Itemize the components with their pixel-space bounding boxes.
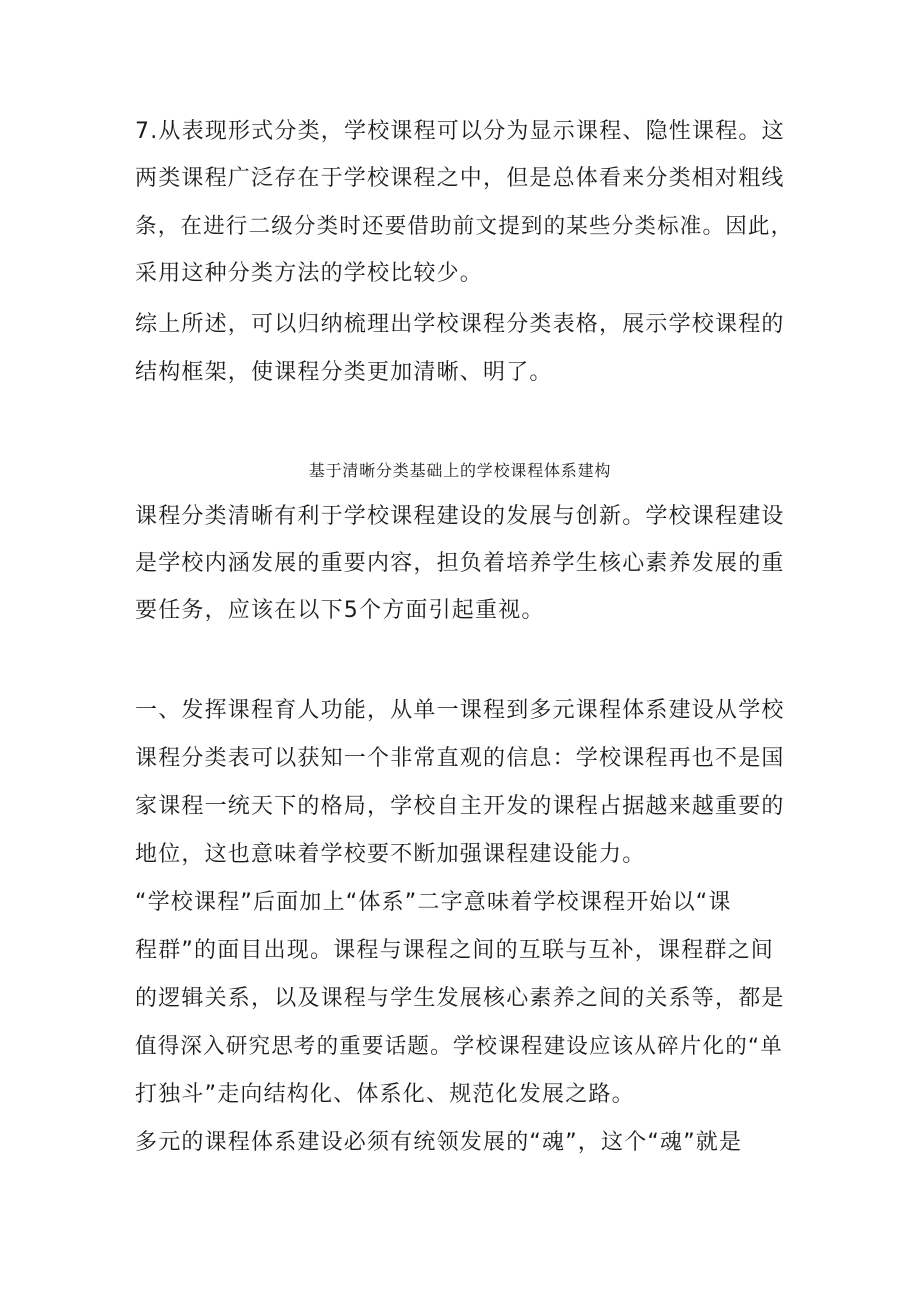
paragraph-line: 家课程一统天下的格局，学校自主开发的课程占据越来越重要的 xyxy=(135,794,785,819)
paragraph-line: 结构框架，使课程分类更加清晰、明了。 xyxy=(135,360,553,385)
paragraph-line: 是学校内涵发展的重要内容，担负着培养学生核心素养发展的重 xyxy=(135,551,785,576)
paragraph-line: 两类课程广泛存在于学校课程之中，但是总体看来分类相对粗线 xyxy=(135,166,785,191)
paragraph-line: 7.从表现形式分类，学校课程可以分为显示课程、隐性课程。这 xyxy=(135,119,785,144)
paragraph-line: 打独斗”走向结构化、体系化、规范化发展之路。 xyxy=(135,1082,635,1107)
paragraph-line: “学校课程”后面加上“体系”二字意味着学校课程开始以“课 xyxy=(135,890,732,915)
paragraph-line: 程群”的面目出现。课程与课程之间的互联与互补，课程群之间 xyxy=(135,938,774,963)
paragraph-line: 的逻辑关系，以及课程与学生发展核心素养之间的关系等，都是 xyxy=(135,986,785,1011)
paragraph-line: 条，在进行二级分类时还要借助前文提到的某些分类标准。因此， xyxy=(135,214,794,239)
paragraph-line: 值得深入研究思考的重要话题。学校课程建设应该从碎片化的“单 xyxy=(135,1034,783,1059)
paragraph-line: 地位，这也意味着学校要不断加强课程建设能力。 xyxy=(135,842,646,867)
paragraph-line: 课程分类表可以获知一个非常直观的信息：学校课程再也不是国 xyxy=(135,746,785,771)
paragraph-line: 采用这种分类方法的学校比较少。 xyxy=(135,261,484,286)
paragraph-line: 课程分类清晰有利于学校课程建设的发展与创新。学校课程建设 xyxy=(135,504,785,529)
paragraph-line: 要任务，应该在以下5个方面引起重视。 xyxy=(135,598,545,623)
paragraph-line: 多元的课程体系建设必须有统领发展的“魂”，这个“魂”就是 xyxy=(135,1130,743,1155)
paragraph-line: 综上所述，可以归纳梳理出学校课程分类表格，展示学校课程的 xyxy=(135,312,785,337)
section-heading: 基于清晰分类基础上的学校课程体系建构 xyxy=(308,461,612,480)
paragraph-line: 一、发挥课程育人功能，从单一课程到多元课程体系建设从学校 xyxy=(135,698,785,723)
